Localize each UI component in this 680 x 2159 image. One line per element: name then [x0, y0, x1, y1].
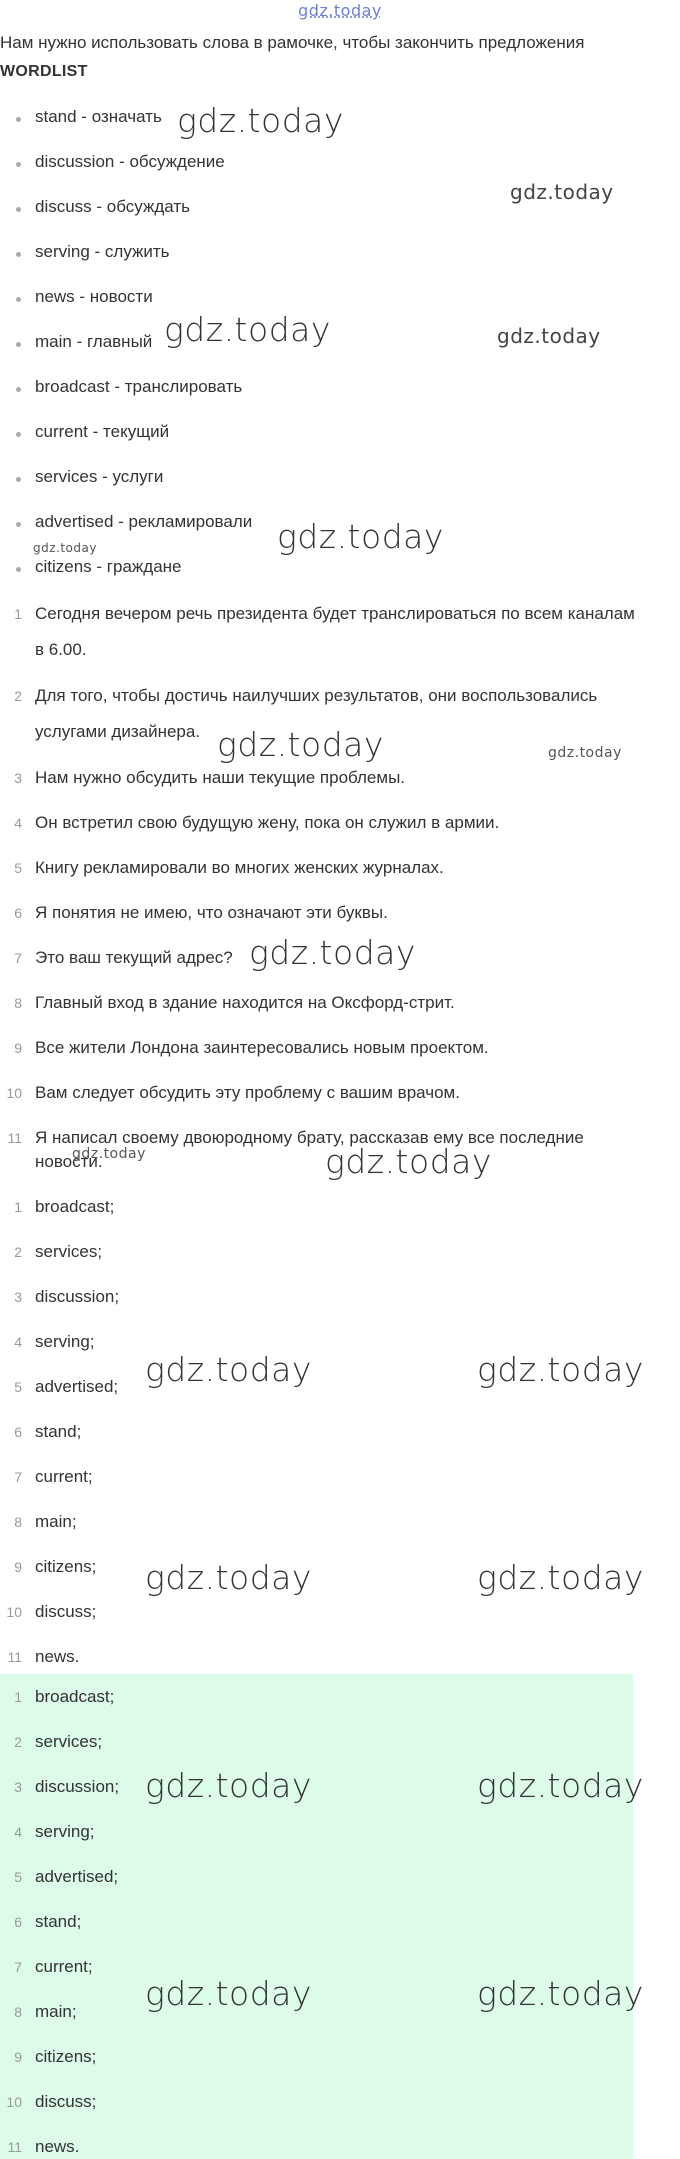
watermark: gdz.today	[145, 1766, 312, 1805]
watermark: gdz.today	[325, 1142, 492, 1181]
item-number: 7	[14, 950, 22, 966]
item-number: 10	[6, 1604, 22, 1620]
bullet-icon	[16, 342, 21, 347]
translation-text: Я понятия не имею, что означают эти буквы.	[35, 903, 388, 922]
item-number: 6	[14, 905, 22, 921]
bullet-icon	[16, 387, 21, 392]
translation-text: Главный вход в здание находится на Оксфорд-стрит.	[35, 993, 455, 1012]
translation-text: Он встретил свою будущую жену, пока он служил в армии.	[35, 813, 500, 832]
watermark: gdz.today	[497, 324, 601, 348]
answer-text: stand;	[35, 1912, 82, 1931]
translation-text: Сегодня вечером речь президента будет транслироваться по всем каналам в 6.00.	[35, 604, 635, 659]
translation-text: Все жители Лондона заинтересовались новым проектом.	[35, 1038, 489, 1057]
answer-text: discussion;	[35, 1777, 120, 1796]
site-logo[interactable]: gdz.today	[298, 1, 382, 20]
item-number: 11	[7, 2139, 22, 2155]
answer-text: broadcast;	[35, 1687, 115, 1706]
answer-text: discuss;	[35, 2092, 97, 2111]
answer-text: news.	[35, 2137, 80, 2156]
bullet-icon	[16, 162, 21, 167]
item-number: 10	[6, 1085, 22, 1101]
item-number: 8	[14, 995, 22, 1011]
bullet-icon	[16, 432, 21, 437]
translation-text: Нам нужно обсудить наши текущие проблемы.	[35, 768, 406, 787]
item-number: 7	[14, 1469, 22, 1485]
item-number: 5	[14, 860, 22, 876]
translation-text: Вам следует обсудить эту проблему с вашим врачом.	[35, 1083, 460, 1102]
item-number: 2	[14, 1734, 22, 1750]
watermark: gdz.today	[177, 101, 344, 140]
item-number: 3	[14, 770, 22, 786]
bullet-icon	[16, 477, 21, 482]
item-number: 6	[14, 1424, 22, 1440]
answer-text: discussion;	[35, 1287, 120, 1306]
answer-text: current;	[35, 1467, 93, 1486]
answer-text: news.	[35, 1647, 80, 1666]
item-number: 6	[14, 1914, 22, 1930]
watermark: gdz.today	[277, 517, 444, 556]
answer-text: main;	[35, 1512, 77, 1531]
answer-text: citizens;	[35, 1557, 97, 1576]
answer-text: broadcast;	[35, 1197, 115, 1216]
item-number: 8	[14, 1514, 22, 1530]
wordlist-title: WORDLIST	[0, 63, 88, 80]
bullet-icon	[16, 522, 21, 527]
translation-text: Я написал своему двоюродному брату, рассказав ему все последние новости.	[35, 1128, 584, 1171]
item-number: 9	[14, 1559, 22, 1575]
watermark: gdz.today	[548, 745, 622, 761]
watermark: gdz.today	[510, 180, 614, 204]
item-number: 9	[14, 1040, 22, 1056]
watermark: gdz.today	[217, 725, 384, 764]
answer-text: citizens;	[35, 2047, 97, 2066]
watermark: gdz.today	[145, 1974, 312, 2013]
translation-text: Книгу рекламировали во многих женских журналах.	[35, 858, 444, 877]
watermark: gdz.today	[477, 1974, 644, 2013]
item-number: 11	[7, 1649, 22, 1665]
bullet-icon	[16, 297, 21, 302]
bullet-icon	[16, 252, 21, 257]
item-number: 9	[14, 2049, 22, 2065]
item-number: 7	[14, 1959, 22, 1975]
watermark: gdz.today	[145, 1350, 312, 1389]
item-number: 2	[14, 1244, 22, 1260]
item-number: 4	[14, 1824, 22, 1840]
watermark: gdz.today	[164, 310, 331, 349]
task-instruction: Нам нужно использовать слова в рамочке, чтобы закончить предложения	[0, 33, 585, 52]
item-number: 5	[14, 1379, 22, 1395]
item-number: 11	[7, 1130, 22, 1146]
bullet-icon	[16, 117, 21, 122]
answer-text: services;	[35, 1732, 103, 1751]
item-number: 8	[14, 2004, 22, 2020]
item-number: 1	[14, 1199, 22, 1215]
answer-text: advertised;	[35, 1867, 119, 1886]
bullet-icon	[16, 207, 21, 212]
watermark: gdz.today	[33, 541, 97, 555]
item-number: 1	[14, 606, 22, 622]
item-number: 4	[14, 1334, 22, 1350]
answer-text: current;	[35, 1957, 93, 1976]
answer-text: main;	[35, 2002, 77, 2021]
answer-text: services;	[35, 1242, 103, 1261]
item-number: 3	[14, 1779, 22, 1795]
bullet-icon	[16, 567, 21, 572]
watermark: gdz.today	[477, 1350, 644, 1389]
item-number: 3	[14, 1289, 22, 1305]
watermark: gdz.today	[477, 1558, 644, 1597]
answer-text: serving;	[35, 1822, 95, 1841]
answer-text: discuss;	[35, 1602, 97, 1621]
item-number: 2	[14, 688, 22, 704]
watermark: gdz.today	[72, 1146, 146, 1162]
watermark: gdz.today	[145, 1558, 312, 1597]
watermark: gdz.today	[249, 933, 416, 972]
item-number: 5	[14, 1869, 22, 1885]
translation-text: Для того, чтобы достичь наилучших результатов, они воспользовались услугами дизайнера.	[35, 686, 598, 741]
item-number: 4	[14, 815, 22, 831]
answer-text: serving;	[35, 1332, 95, 1351]
answer-text: stand;	[35, 1422, 82, 1441]
item-number: 1	[14, 1689, 22, 1705]
item-number: 10	[6, 2094, 22, 2110]
answer-text: advertised;	[35, 1377, 119, 1396]
watermark: gdz.today	[477, 1766, 644, 1805]
translation-text: Это ваш текущий адрес?	[35, 948, 233, 967]
